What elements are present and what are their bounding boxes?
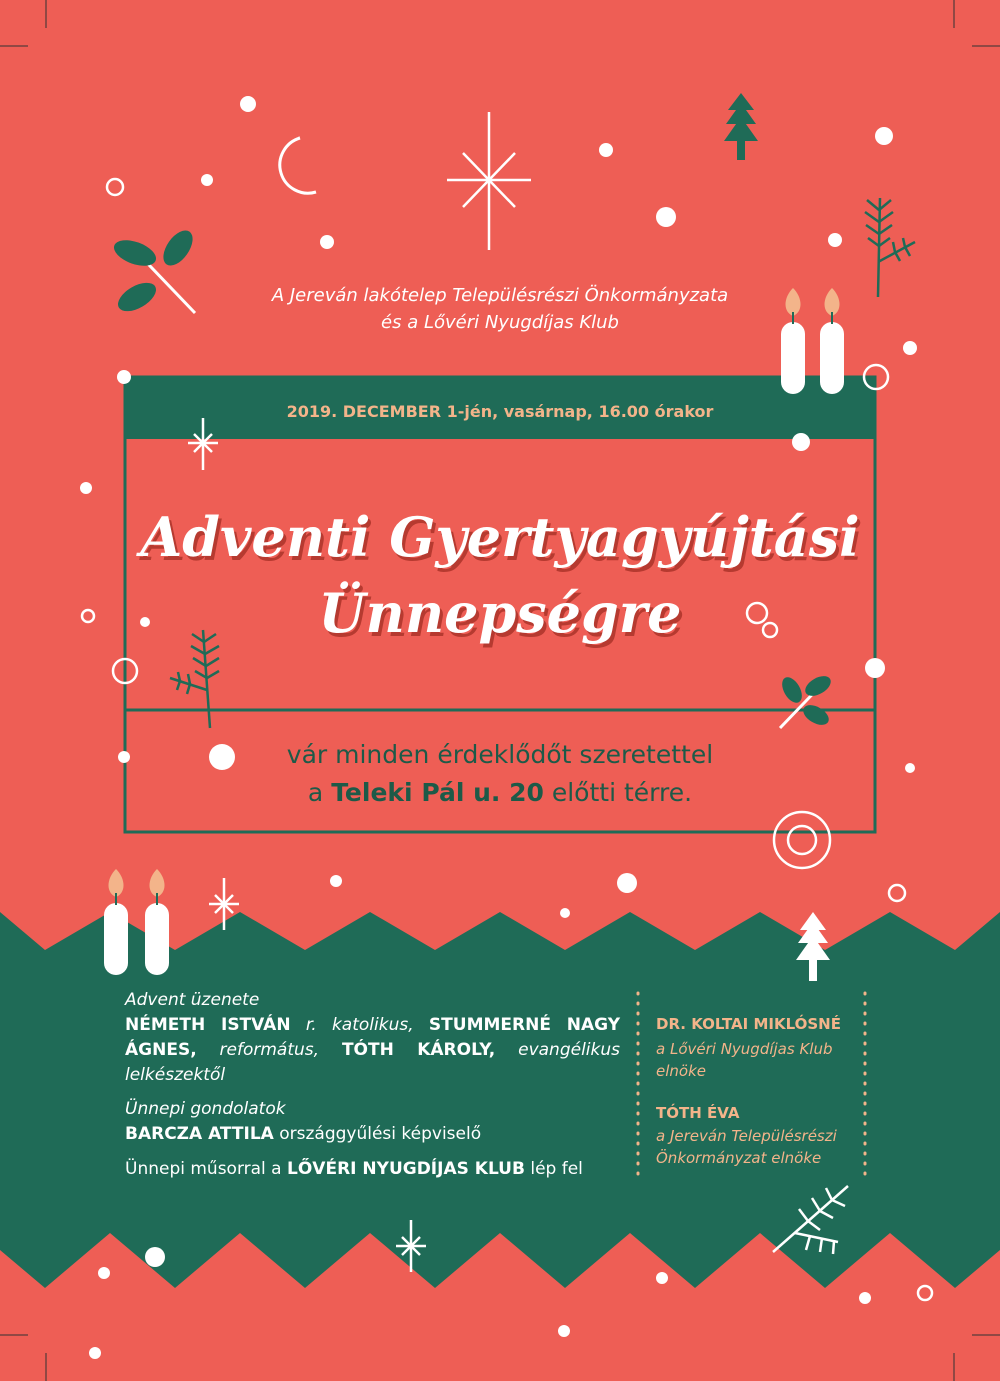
invitation-prefix: a (307, 778, 324, 807)
advent-heading: Advent üzenete (125, 990, 260, 1010)
host-2-role-line-1: a Jereván Településrészi (656, 1127, 837, 1145)
speaker-4-role: országgyűlési képviselő (279, 1124, 482, 1144)
speaker-2: STUMMERNÉ NAGY ÁGNES, (125, 1015, 621, 1060)
thoughts-heading: Ünnepi gondolatok (125, 1099, 286, 1119)
show-suffix: lép fel (530, 1159, 583, 1179)
host-2-role-line-2: Önkormányzat elnöke (656, 1149, 822, 1167)
event-title-line-2: Ünnepségre (318, 581, 682, 645)
host-2-name: TÓTH ÉVA (656, 1104, 740, 1122)
invitation-address: Teleki Pál u. 20 (331, 778, 544, 807)
speaker-3: TÓTH KÁROLY, (341, 1040, 496, 1060)
organizer-line-1: A Jereván lakótelep Településrészi Önkormányzata (271, 285, 729, 306)
show-line (125, 1157, 620, 1182)
invitation-line-1: vár minden érdeklődőt szeretettel (286, 740, 714, 769)
speaker-4: BARCZA ATTILA (125, 1124, 274, 1144)
host-1-role-line-1: a Lővéri Nyugdíjas Klub (656, 1040, 833, 1058)
organizer-line-2: és a Lővéri Nyugdíjas Klub (381, 312, 619, 333)
advent-speakers (125, 1013, 620, 1088)
host-1-role-line-2: elnöke (656, 1062, 706, 1080)
host-1-name: DR. KOLTAI MIKLÓSNÉ (656, 1015, 841, 1033)
event-title-line-1: Adventi Gyertyagyújtási (140, 505, 860, 569)
invitation-suffix: előtti térre. (551, 778, 693, 807)
speaker-3-role: evangélikus lelkészektől (125, 1040, 621, 1085)
speaker-1: NÉMETH ISTVÁN (125, 1015, 291, 1035)
event-date: 2019. DECEMBER 1-jén, vasárnap, 16.00 órakor (286, 402, 714, 421)
invitation-line-2 (125, 774, 875, 812)
show-group: LŐVÉRI NYUGDÍJAS KLUB (287, 1159, 525, 1179)
show-prefix: Ünnepi műsorral a (125, 1159, 282, 1179)
speaker-1-role: r. katolikus, (305, 1015, 414, 1035)
speaker-2-role: református, (219, 1040, 320, 1060)
thoughts-speaker (125, 1122, 620, 1147)
